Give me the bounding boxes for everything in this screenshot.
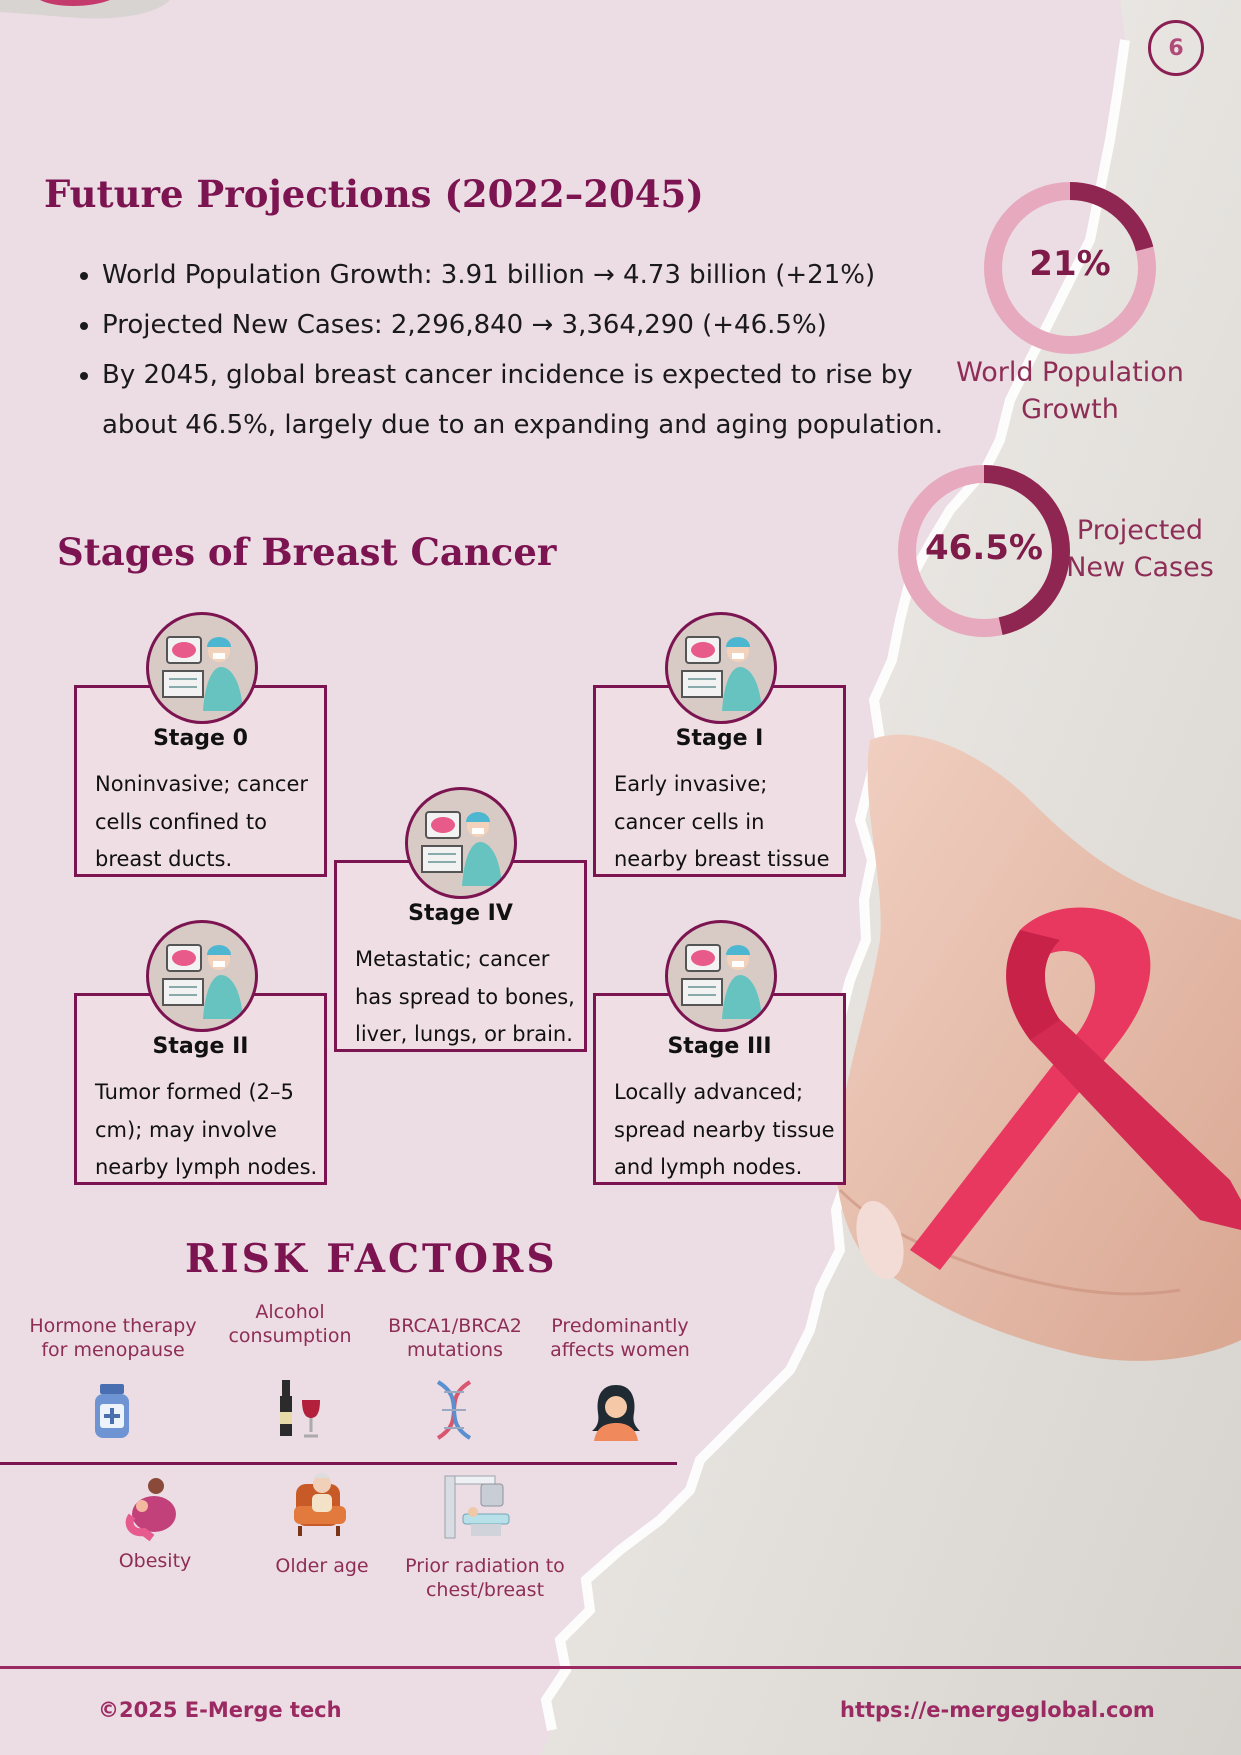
population-growth-value: 21% bbox=[1029, 244, 1111, 284]
page-number: 6 bbox=[1148, 20, 1204, 76]
footer-url-link[interactable]: https://e-mergeglobal.com bbox=[840, 1698, 1155, 1722]
footer-divider bbox=[0, 1666, 1241, 1669]
stage-title: Stage 0 bbox=[153, 726, 248, 751]
radiation-machine-icon bbox=[443, 1474, 513, 1540]
stage-title: Stage II bbox=[152, 1034, 249, 1059]
stage-description: Locally advanced; spread nearby tissue and lymph nodes. bbox=[614, 1080, 835, 1179]
projection-bullet-incidence: • By 2045, global breast cancer incidence is expected to rise by about 46.5%, largely due to an expanding and aging population. bbox=[102, 350, 962, 450]
risk-label-brca: BRCA1/BRCA2 mutations bbox=[388, 1315, 522, 1361]
doctor-ultrasound-icon bbox=[146, 612, 258, 724]
stage-title: Stage I bbox=[675, 726, 764, 751]
risk-factors-title: RISK FACTORS bbox=[185, 1236, 558, 1282]
new-cases-value: 46.5% bbox=[925, 528, 1043, 568]
risk-label-obesity: Obesity bbox=[118, 1550, 192, 1572]
risk-label-radiation: Prior radiation to chest/breast bbox=[405, 1555, 565, 1601]
new-cases-label: Projected New Cases bbox=[1066, 515, 1214, 583]
doctor-ultrasound-icon bbox=[665, 612, 777, 724]
pill-bottle-icon bbox=[92, 1382, 132, 1440]
risk-label-women: Predominantly affects women bbox=[550, 1315, 690, 1361]
projections-title: Future Projections (2022–2045) bbox=[44, 172, 704, 216]
doctor-ultrasound-icon bbox=[665, 920, 777, 1032]
risk-label-alcohol: Alcohol consumption bbox=[228, 1301, 352, 1347]
dna-icon bbox=[430, 1380, 478, 1440]
stage-title: Stage IV bbox=[408, 901, 513, 926]
stage-description: Tumor formed (2–5 cm); may involve nearby lymph nodes. bbox=[95, 1080, 318, 1179]
wine-icon bbox=[272, 1380, 326, 1440]
projection-bullet-cases: • Projected New Cases: 2,296,840 → 3,364,290 (+46.5%) bbox=[102, 300, 962, 350]
projections-list bbox=[70, 250, 962, 450]
stage-description: Noninvasive; cancer cells confined to breast ducts. bbox=[95, 772, 309, 871]
stages-title: Stages of Breast Cancer bbox=[57, 530, 557, 574]
footer-copyright: ©2025 E-Merge tech bbox=[98, 1698, 342, 1722]
elderly-icon bbox=[292, 1470, 352, 1538]
doctor-ultrasound-icon bbox=[405, 787, 517, 899]
stage-title: Stage III bbox=[667, 1034, 772, 1059]
population-growth-label: World Population Growth bbox=[956, 357, 1184, 425]
projection-bullet-population: • World Population Growth: 3.91 billion → 4.73 billion (+21%) bbox=[102, 250, 962, 300]
stage-description: Early invasive; cancer cells in nearby breast tissue bbox=[614, 772, 830, 871]
risk-divider bbox=[0, 1462, 677, 1465]
risk-label-older-age: Older age bbox=[275, 1555, 369, 1577]
woman-icon bbox=[586, 1383, 646, 1441]
risk-label-hormone: Hormone therapy for menopause bbox=[29, 1315, 197, 1361]
doctor-ultrasound-icon bbox=[146, 920, 258, 1032]
stage-description: Metastatic; cancer has spread to bones, liver, lungs, or brain. bbox=[355, 947, 575, 1046]
obesity-icon bbox=[122, 1476, 186, 1542]
